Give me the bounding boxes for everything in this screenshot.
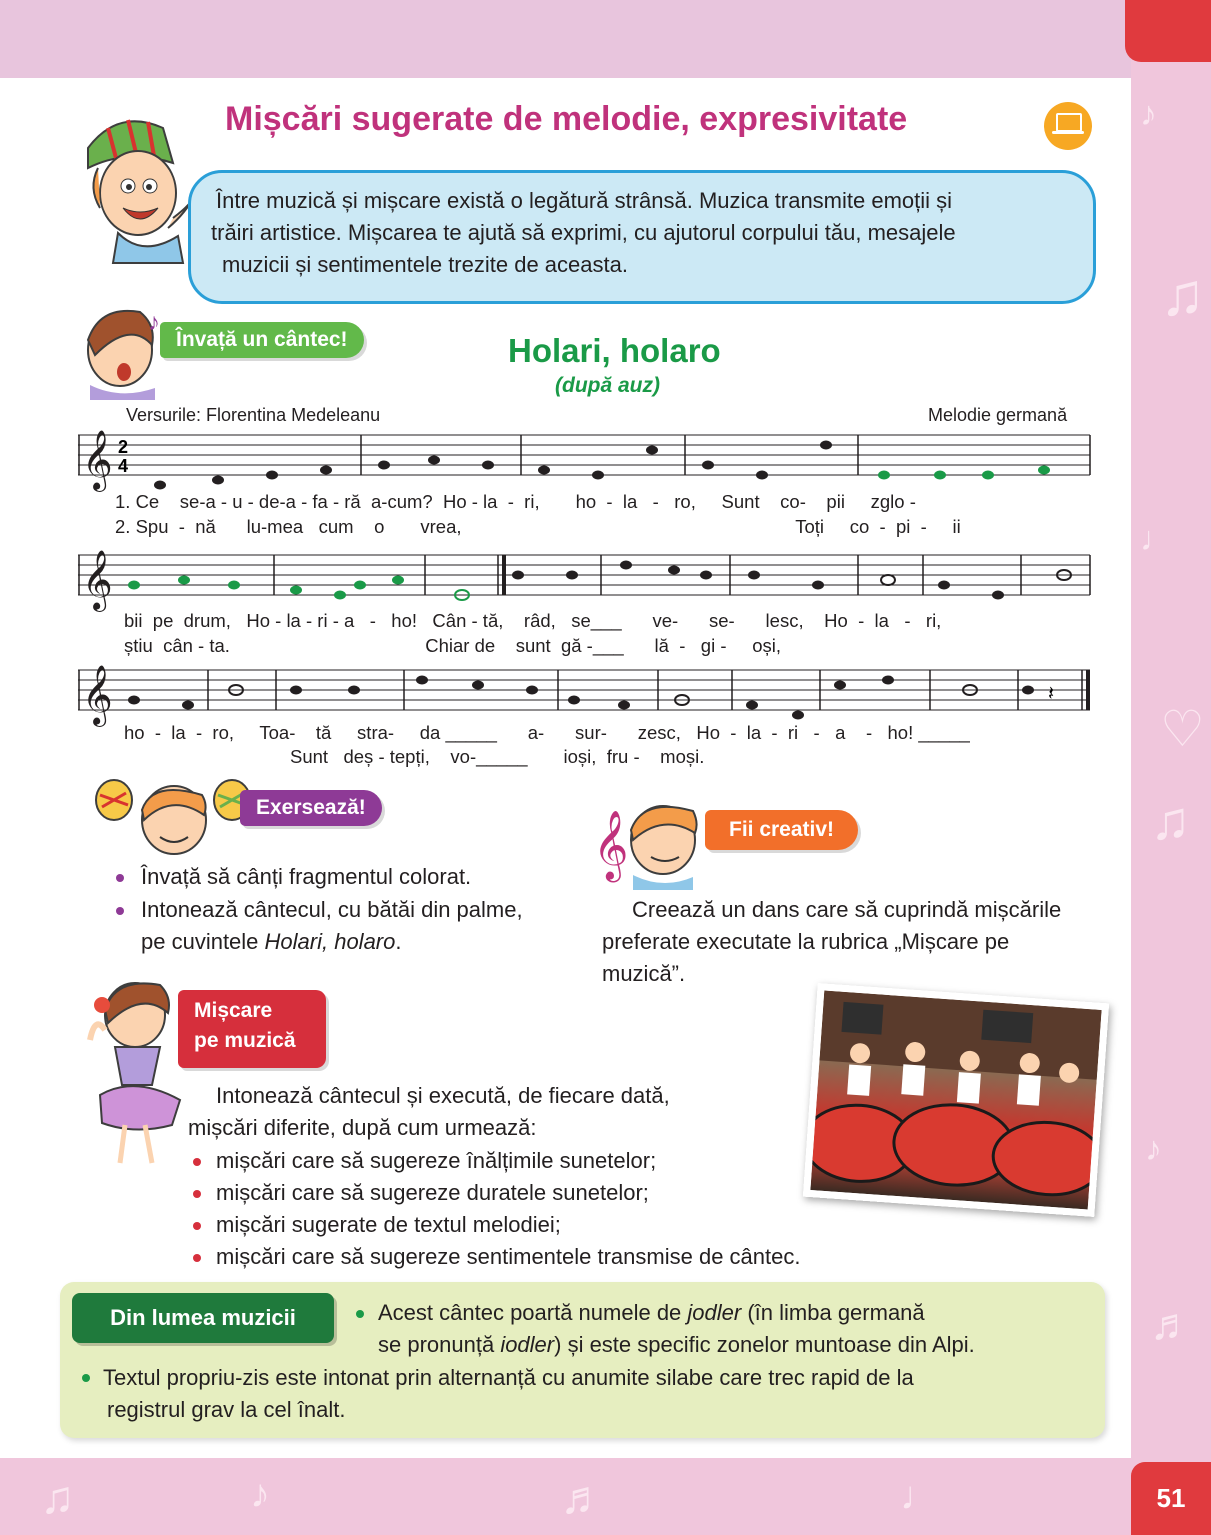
intro-line-3: muzicii și sentimentele trezite de aceasta. [222, 252, 628, 277]
music-note-icon: ♬ [1150, 1300, 1194, 1349]
singing-girl-illustration [60, 300, 170, 400]
bullet-icon [193, 1190, 201, 1198]
movement-item-1: mișcări care să sugereze înălțimile sunetelor; [216, 1148, 657, 1173]
svg-text:♪: ♪ [148, 309, 160, 336]
movement-banner [178, 990, 326, 1068]
lyrics-row2-verse2: știu cân - ta. Chiar de sunt gă -___ lă - gi - oși, [124, 635, 781, 656]
music-note-icon: ♪ [1140, 95, 1157, 133]
music-note-icon: ♩ [1140, 520, 1174, 558]
music-world-para-2-line-2: registrul grav la cel înalt. [107, 1397, 346, 1422]
movement-banner-line-1: Mișcare [194, 999, 273, 1022]
bullet-icon [116, 907, 124, 915]
music-world-label: Din lumea muzicii [72, 1293, 334, 1343]
movement-item-2: mișcări care să sugereze duratele sunetelor; [216, 1180, 649, 1205]
movement-banner-line-2: pe muzică [194, 1029, 296, 1052]
music-note-icon: ♫ [40, 1471, 75, 1523]
bullet-icon [193, 1158, 201, 1166]
music-staff-1 [78, 425, 1093, 500]
song-subtitle: (după auz) [555, 374, 660, 397]
music-note-icon: ♫ [1160, 261, 1205, 328]
svg-text:𝄞: 𝄞 [82, 431, 113, 489]
lyrics-row1-verse2: 2. Spu - nă lu-mea cum o vrea, Toți co - pi - ii [115, 516, 961, 537]
page-title: Mișcări sugerate de melodie, expresivitate [225, 100, 908, 138]
music-staff-2 [78, 545, 1093, 615]
lyrics-row1-verse1: 1. Ce se-a - u - de-a - fa - ră a-cum? Ho - la - ri, ho - la - ro, Sunt co- pii zglo - [115, 491, 916, 512]
music-world-para-2-line-1: Textul propriu-zis este intonat prin alternanță cu anumite silabe care trec rapid de la [103, 1365, 914, 1390]
treble-clef-boy-illustration [593, 795, 713, 890]
music-note-icon: ♬ [560, 1471, 606, 1523]
movement-item-3: mișcări sugerate de textul melodiei; [216, 1212, 561, 1237]
lyrics-row3-verse1: ho - la - ro, Toa- tă stra- da _____ a- sur- zesc, Ho - la - ri - a - ho! _____ [124, 722, 970, 743]
lyrics-credit: Versurile: Florentina Medeleanu [126, 405, 381, 425]
heart-icon: ♡ [1160, 701, 1205, 757]
music-world-para-1-line-1: Acest cântec poartă numele de jodler (în limba germană [378, 1300, 925, 1325]
movement-intro-line-2: mișcări diferite, după cum urmează: [188, 1115, 537, 1140]
creative-line-2: preferate executate la rubrica „Mișcare pe [602, 929, 1010, 954]
music-staff-3 [78, 660, 1093, 730]
music-note-icon: ♪ [250, 1472, 270, 1516]
movement-intro-line-1: Intonează cântecul și execută, de fiecare dată, [216, 1083, 670, 1108]
laptop-base-icon [1052, 131, 1084, 134]
laptop-screen-icon [1056, 113, 1082, 132]
maracas-boy-illustration [92, 775, 252, 860]
svg-text:𝄞: 𝄞 [82, 666, 113, 724]
music-note-icon: ♫ [1150, 791, 1191, 851]
music-note-icon: ♪ [1145, 1130, 1162, 1168]
movement-item-4: mișcări care să sugereze sentimentele transmise de cântec. [216, 1244, 801, 1269]
bullet-icon [193, 1222, 201, 1230]
svg-text:4: 4 [118, 456, 129, 476]
intro-line-1: Între muzică și mișcare există o legătură strânsă. Muzica transmite emoții și [216, 188, 953, 213]
learn-song-banner: Învață un cântec! [160, 322, 364, 358]
corner-tab [1125, 0, 1211, 62]
lyrics-row3-verse2: Sunt deș - tepți, vo-_____ ioși, fru - moși. [290, 746, 705, 767]
top-band [0, 0, 1131, 78]
practice-banner: Exersează! [240, 790, 382, 826]
bullet-icon [356, 1310, 364, 1318]
music-world-para-1-line-2: se pronunță iodler) și este specific zonelor muntoase din Alpi. [378, 1332, 975, 1357]
svg-text:𝄽: 𝄽 [1048, 683, 1055, 705]
folk-dancers-photo [803, 983, 1109, 1217]
lyrics-row2-verse1: bii pe drum, Ho - la - ri - a - ho! Cân - tă, râd, se___ ve- se- lesc, Ho - la - ri, [124, 610, 942, 631]
practice-item-2-continued: pe cuvintele Holari, holaro. [141, 929, 402, 954]
practice-item-2: Intonează cântecul, cu bătăi din palme, [141, 897, 523, 922]
svg-text:𝄞: 𝄞 [593, 811, 629, 878]
svg-text:2: 2 [118, 437, 129, 457]
svg-text:𝄞: 𝄞 [82, 551, 113, 609]
boy-illustration [58, 108, 198, 268]
music-note-icon: ♩ [900, 1474, 940, 1518]
intro-line-2: trăiri artistice. Mișcarea te ajută să exprimi, cu ajutorul corpului tău, mesajele [211, 220, 956, 245]
bullet-icon [82, 1374, 90, 1382]
practice-item-1: Învață să cânți fragmentul colorat. [141, 864, 472, 889]
bullet-icon [193, 1254, 201, 1262]
creative-line-1: Creează un dans care să cuprindă mișcările [632, 897, 1062, 922]
song-title: Holari, holaro [508, 332, 721, 369]
dancing-girl-illustration [80, 975, 190, 1170]
bullet-icon [116, 874, 124, 882]
melody-credit: Melodie germană [928, 405, 1068, 425]
creative-line-3: muzică”. [602, 961, 686, 986]
creative-banner: Fii creativ! [705, 810, 858, 850]
page-number: 51 [1131, 1462, 1211, 1535]
